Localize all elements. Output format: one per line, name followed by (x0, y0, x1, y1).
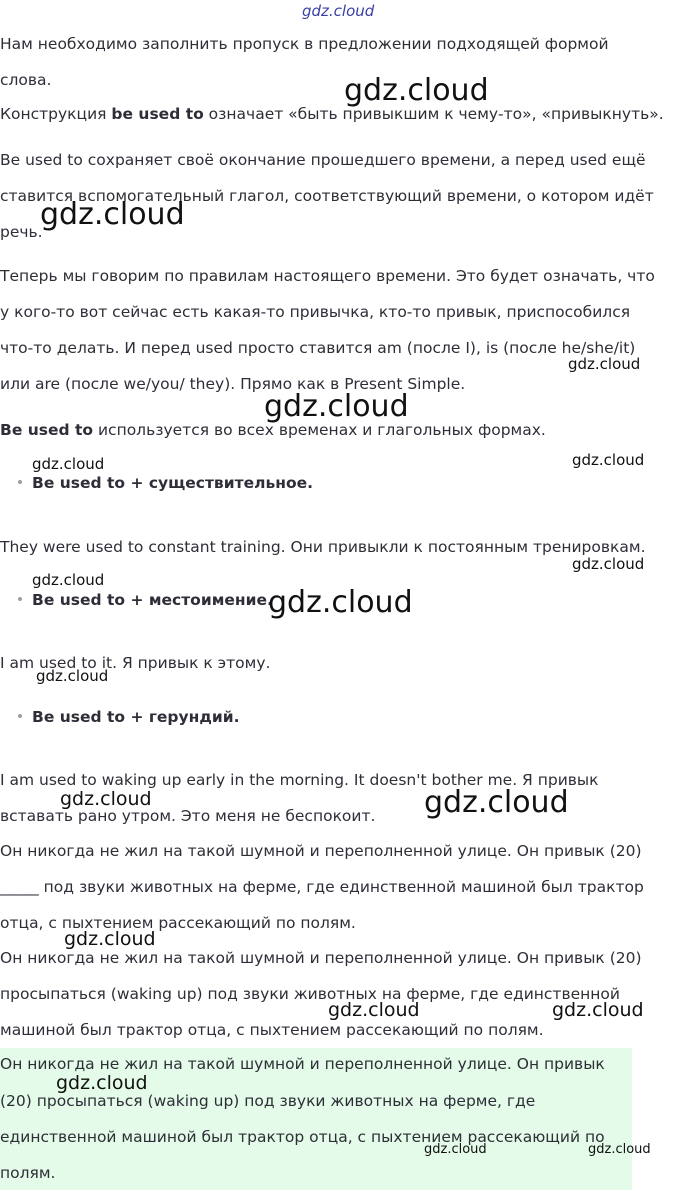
answer-line-1: Он никогда не жил на такой шумной и переполненной улице. Он привык (0, 1055, 605, 1073)
construction-paragraph (0, 96, 664, 132)
rule-noun-item (18, 471, 313, 495)
task-line-3: отца, с пыхтением рассекающий по полям. (0, 914, 356, 932)
answer-line-4: полям. (0, 1164, 56, 1182)
rule-noun-text: Be used to + существительное. (32, 474, 314, 492)
watermark: gdz.cloud (60, 788, 152, 810)
watermark: gdz.cloud (588, 1142, 651, 1157)
watermark: gdz.cloud (344, 73, 489, 108)
be-used-line-1: Be used to сохраняет своё окончание прошедшего времени, а перед used ещё (0, 151, 646, 169)
present-line-4: или are (после we/you/ they). Прямо как в Present Simple. (0, 375, 466, 393)
rule-pronoun-item (18, 588, 273, 612)
present-line-3: что-то делать. И перед used просто ставится am (после I), is (после he/she/it) (0, 339, 636, 357)
construction-bold: be used to (111, 105, 204, 123)
watermark: gdz.cloud (568, 355, 641, 373)
rule-pronoun-text: Be used to + местоимение. (32, 591, 273, 609)
header-watermark: gdz.cloud (302, 2, 375, 20)
watermark: gdz.cloud (552, 999, 644, 1021)
example-pronoun: I am used to it. Я привык к этому. (0, 654, 271, 672)
watermark: gdz.cloud (40, 197, 185, 232)
construction-prefix: Конструкция (0, 105, 112, 123)
task-line-2: _____ под звуки животных на ферме, где единственной машиной был трактор (0, 878, 644, 896)
rule-gerund-item (18, 705, 239, 729)
solution-line-1: Он никогда не жил на такой шумной и переполненной улице. Он привык (20) (0, 949, 642, 967)
watermark: gdz.cloud (56, 1072, 148, 1094)
watermark: gdz.cloud (32, 571, 105, 589)
watermark: gdz.cloud (268, 585, 413, 620)
watermark: gdz.cloud (64, 928, 156, 950)
solution-line-2: просыпаться (waking up) под звуки животных на ферме, где единственной (0, 985, 620, 1003)
bullet-dot (18, 480, 22, 484)
example-noun: They were used to constant training. Они привыкли к постоянным тренировкам. (0, 538, 646, 556)
answer-line-2: (20) просыпаться (waking up) под звуки животных на ферме, где (0, 1092, 536, 1110)
construction-suffix: означает «быть привыкшим к чему-то», «привыкнуть». (203, 105, 664, 123)
intro-line-2: слова. (0, 71, 52, 89)
watermark: gdz.cloud (32, 455, 105, 473)
example-gerund-line-2: вставать рано утром. Это меня не беспокоит. (0, 807, 376, 825)
present-line-2: у кого-то вот сейчас есть какая-то привычка, кто-то привык, приспособился (0, 303, 631, 321)
present-line-1: Теперь мы говорим по правилам настоящего времени. Это будет означать, что (0, 267, 655, 285)
rule-gerund-text: Be used to + герундий. (32, 708, 240, 726)
bullet-dot (18, 597, 22, 601)
be-used-line-3: речь. (0, 223, 43, 241)
watermark: gdz.cloud (328, 999, 420, 1021)
watermark: gdz.cloud (572, 451, 645, 469)
all-tenses-bold: Be used to (0, 421, 94, 439)
all-tenses-suffix: используется во всех временах и глагольных формах. (93, 421, 546, 439)
watermark: gdz.cloud (424, 785, 569, 820)
watermark: gdz.cloud (572, 555, 645, 573)
example-gerund-line-1: I am used to waking up early in the morning. It doesn't bother me. Я привык (0, 771, 599, 789)
solution-line-3: машиной был трактор отца, с пыхтением рассекающий по полям. (0, 1021, 544, 1039)
watermark: gdz.cloud (36, 667, 109, 685)
answer-line-3: единственной машиной был трактор отца, с пыхтением рассекающий по (0, 1128, 605, 1146)
be-used-line-2: ставится вспомогательный глагол, соответствующий времени, о котором идёт (0, 187, 654, 205)
watermark: gdz.cloud (424, 1142, 487, 1157)
intro-line-1: Нам необходимо заполнить пропуск в предложении подходящей формой (0, 35, 609, 53)
bullet-dot (18, 714, 22, 718)
watermark: gdz.cloud (264, 389, 409, 424)
task-line-1: Он никогда не жил на такой шумной и переполненной улице. Он привык (20) (0, 842, 642, 860)
